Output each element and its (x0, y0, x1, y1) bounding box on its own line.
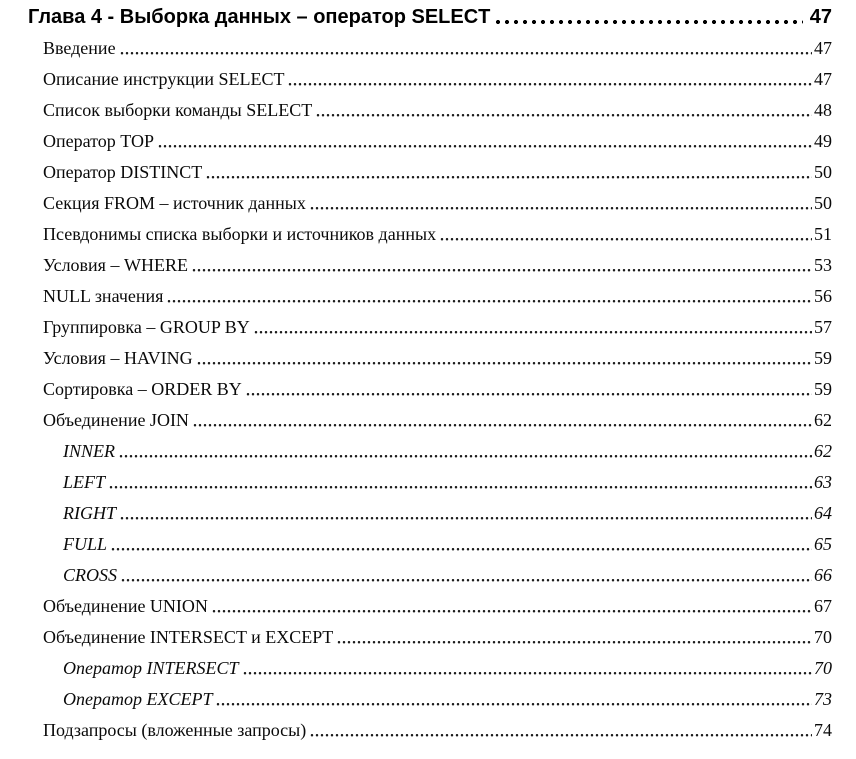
toc-entry[interactable] (28, 591, 832, 622)
dot-leader (310, 733, 812, 738)
toc-entry[interactable] (28, 374, 832, 405)
page-number: 62 (814, 410, 832, 430)
dot-leader (316, 113, 812, 118)
toc-entry[interactable] (28, 95, 832, 126)
page-number: 50 (814, 193, 832, 213)
toc-entry-label: Псевдонимы списка выборки и источников данных (43, 224, 437, 244)
toc-entry-label: CROSS (63, 565, 117, 585)
toc-entry-label: Описание инструкции SELECT (43, 69, 285, 89)
page-number: 62 (814, 441, 832, 461)
dot-leader (120, 51, 812, 56)
toc-entry-label: LEFT (63, 472, 106, 492)
dot-leader (206, 175, 812, 180)
page-number: 70 (814, 658, 832, 678)
toc-entry-label: NULL значения (43, 286, 164, 306)
dot-leader (440, 237, 812, 242)
toc-entry-label: Условия – HAVING (43, 348, 193, 368)
toc-entry-label: Введение (43, 38, 116, 58)
toc-entry[interactable] (28, 219, 832, 250)
page-number: 59 (814, 379, 832, 399)
page-number: 63 (814, 472, 832, 492)
dot-leader (193, 423, 812, 428)
page-number: 47 (814, 69, 832, 89)
toc-entry-label: Подзапросы (вложенные запросы) (43, 720, 307, 740)
toc-entry[interactable] (28, 343, 832, 374)
dot-leader (119, 454, 812, 459)
toc-entry[interactable] (28, 126, 832, 157)
dot-leader (167, 299, 812, 304)
toc-entry[interactable] (28, 560, 832, 591)
page-number: 51 (814, 224, 832, 244)
toc-entry-label: Оператор EXCEPT (63, 689, 213, 709)
page-number: 56 (814, 286, 832, 306)
page-number: 66 (814, 565, 832, 585)
toc-entry[interactable] (28, 622, 832, 653)
toc-entry-label: Группировка – GROUP BY (43, 317, 250, 337)
dot-leader (246, 392, 812, 397)
page-number: 57 (814, 317, 832, 337)
dot-leader (337, 640, 812, 645)
toc-entry[interactable] (28, 281, 832, 312)
dot-leader (243, 671, 813, 676)
dot-leader (111, 547, 812, 552)
page-number: 47 (814, 38, 832, 58)
toc-entry[interactable] (28, 653, 832, 684)
page-number: 67 (814, 596, 832, 616)
toc-entry[interactable] (28, 436, 832, 467)
toc-entry-label: Оператор DISTINCT (43, 162, 203, 182)
toc-entry-label: Оператор TOP (43, 131, 154, 151)
toc-entry[interactable] (28, 250, 832, 281)
dot-leader (192, 268, 812, 273)
toc-entry[interactable] (28, 498, 832, 529)
toc-entry[interactable] (28, 64, 832, 95)
toc-entry-label: Секция FROM – источник данных (43, 193, 306, 213)
dot-leader (212, 609, 812, 614)
dot-leader (109, 485, 812, 490)
page-number: 59 (814, 348, 832, 368)
toc-entry-label: RIGHT (63, 503, 116, 523)
dot-leader (254, 330, 812, 335)
toc-entry[interactable] (28, 405, 832, 436)
toc-entry-label: FULL (63, 534, 108, 554)
toc-entry-label: Объединение UNION (43, 596, 208, 616)
dot-leader (495, 19, 802, 25)
toc-entry-label: Сортировка – ORDER BY (43, 379, 242, 399)
toc-entry[interactable] (28, 33, 832, 64)
page-number: 73 (814, 689, 832, 709)
toc-entry[interactable] (28, 157, 832, 188)
page-number: 49 (814, 131, 832, 151)
toc-entry-label: Объединение INTERSECT и EXCEPT (43, 627, 334, 647)
toc-entry[interactable] (28, 715, 832, 746)
toc-entry-label: Оператор INTERSECT (63, 658, 239, 678)
toc-entry-label: Список выборки команды SELECT (43, 100, 313, 120)
toc-entry[interactable] (28, 467, 832, 498)
page-number: 64 (814, 503, 832, 523)
page-number: 48 (814, 100, 832, 120)
toc-entry[interactable] (28, 684, 832, 715)
page-number: 50 (814, 162, 832, 182)
dot-leader (197, 361, 812, 366)
dot-leader (216, 702, 812, 707)
toc-entry[interactable] (28, 529, 832, 560)
dot-leader (310, 206, 812, 211)
dot-leader (288, 82, 812, 87)
dot-leader (158, 144, 812, 149)
toc-entry-label: Условия – WHERE (43, 255, 188, 275)
page-number: 47 (809, 6, 832, 28)
toc-entry-label: Объединение JOIN (43, 410, 189, 430)
dot-leader (121, 578, 812, 583)
page-number: 74 (814, 720, 832, 740)
toc-entry[interactable] (28, 312, 832, 343)
dot-leader (120, 516, 812, 521)
page-number: 53 (814, 255, 832, 275)
toc-entry-label: INNER (63, 441, 115, 461)
toc-entry[interactable] (28, 188, 832, 219)
chapter-heading-label: Глава 4 - Выборка данных – оператор SELECT (28, 6, 491, 28)
page-number: 65 (814, 534, 832, 554)
page-number: 70 (814, 627, 832, 647)
chapter-heading[interactable] (28, 2, 832, 33)
